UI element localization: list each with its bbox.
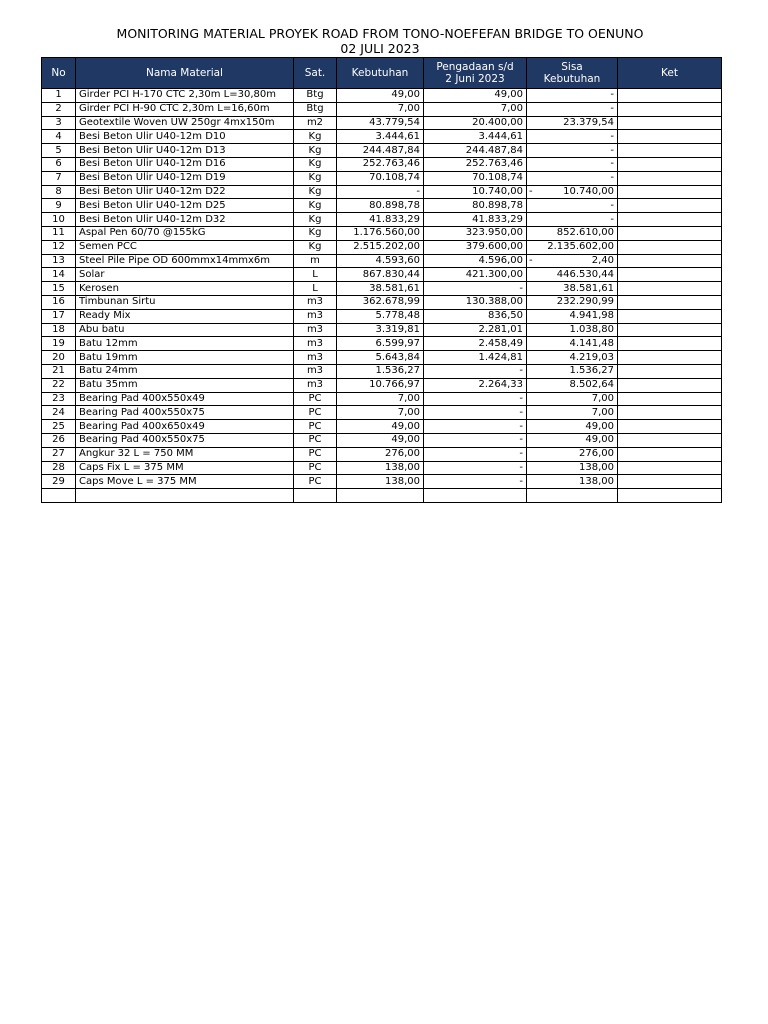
cell-nama-material: Batu 35mm: [76, 378, 294, 392]
cell-pengadaan: -: [424, 282, 527, 296]
cell-no: 14: [42, 268, 76, 282]
cell-sisa-kebutuhan: [527, 420, 618, 434]
cell-sisa-value: 1.038,80: [569, 323, 614, 335]
cell-no: 23: [42, 392, 76, 406]
cell-no: 13: [42, 254, 76, 268]
table-row: [42, 89, 722, 103]
cell-nama-material: Besi Beton Ulir U40-12m D19: [76, 171, 294, 185]
cell-ket: [618, 171, 722, 185]
table-row: [42, 213, 722, 227]
cell-satuan: m3: [294, 295, 337, 309]
cell-nama-material: Besi Beton Ulir U40-12m D13: [76, 144, 294, 158]
cell-pengadaan: -: [424, 475, 527, 489]
cell-pengadaan: -: [424, 461, 527, 475]
table-row: [42, 157, 722, 171]
cell-kebutuhan: 38.581,61: [337, 282, 424, 296]
cell-nama-material: Besi Beton Ulir U40-12m D16: [76, 157, 294, 171]
cell-satuan: L: [294, 282, 337, 296]
cell-no: 12: [42, 240, 76, 254]
cell-pengadaan: -: [424, 433, 527, 447]
cell-sisa-value: 138,00: [579, 461, 614, 473]
cell-sisa-kebutuhan: [527, 392, 618, 406]
cell-sisa-value: 38.581,61: [563, 282, 614, 294]
cell-pengadaan: 130.388,00: [424, 295, 527, 309]
table-row: [42, 406, 722, 420]
cell-nama-material: [76, 489, 294, 503]
cell-satuan: Kg: [294, 171, 337, 185]
cell-nama-material: Caps Move L = 375 MM: [76, 475, 294, 489]
cell-ket: [618, 268, 722, 282]
cell-satuan: m3: [294, 364, 337, 378]
table-row: [42, 309, 722, 323]
cell-no: 17: [42, 309, 76, 323]
cell-satuan: Kg: [294, 185, 337, 199]
cell-ket: [618, 213, 722, 227]
cell-satuan: m: [294, 254, 337, 268]
col-header-ket: Ket: [618, 58, 722, 89]
cell-pengadaan: 10.740,00: [424, 185, 527, 199]
cell-sisa-value: 2,40: [591, 254, 614, 266]
cell-pengadaan: [424, 489, 527, 503]
cell-satuan: Kg: [294, 144, 337, 158]
cell-pengadaan: 323.950,00: [424, 226, 527, 240]
table-row: [42, 295, 722, 309]
cell-sisa-negative-sign: -: [529, 254, 533, 266]
cell-ket: [618, 337, 722, 351]
cell-nama-material: Solar: [76, 268, 294, 282]
cell-nama-material: Timbunan Sirtu: [76, 295, 294, 309]
col-header-no: No: [42, 58, 76, 89]
cell-kebutuhan: 7,00: [337, 392, 424, 406]
table-row: [42, 351, 722, 365]
cell-pengadaan: -: [424, 406, 527, 420]
cell-nama-material: Bearing Pad 400x550x75: [76, 406, 294, 420]
cell-sisa-kebutuhan: [527, 406, 618, 420]
cell-sisa-value: -: [610, 144, 614, 156]
cell-nama-material: Batu 19mm: [76, 351, 294, 365]
cell-sisa-kebutuhan: [527, 116, 618, 130]
cell-no: 26: [42, 433, 76, 447]
cell-nama-material: Batu 12mm: [76, 337, 294, 351]
cell-no: 25: [42, 420, 76, 434]
cell-ket: [618, 282, 722, 296]
cell-sisa-kebutuhan: [527, 475, 618, 489]
cell-sisa-value: -: [610, 199, 614, 211]
header-row: [42, 58, 722, 89]
cell-satuan: Kg: [294, 199, 337, 213]
cell-kebutuhan: 6.599,97: [337, 337, 424, 351]
cell-sisa-value: 1.536,27: [569, 365, 614, 377]
cell-pengadaan: -: [424, 364, 527, 378]
cell-ket: [618, 226, 722, 240]
cell-satuan: m2: [294, 116, 337, 130]
report-date: 02 JULI 2023: [340, 41, 420, 56]
cell-no: 19: [42, 337, 76, 351]
cell-pengadaan: 3.444,61: [424, 130, 527, 144]
cell-kebutuhan: 867.830,44: [337, 268, 424, 282]
cell-kebutuhan: 2.515.202,00: [337, 240, 424, 254]
cell-kebutuhan: 7,00: [337, 406, 424, 420]
table-row: [42, 378, 722, 392]
cell-kebutuhan: 252.763,46: [337, 157, 424, 171]
cell-ket: [618, 378, 722, 392]
col-header-pengadaan: [424, 58, 527, 89]
col-header-pengadaan-line2: 2 Juni 2023: [445, 73, 505, 85]
cell-sisa-kebutuhan: [527, 378, 618, 392]
cell-nama-material: Ready Mix: [76, 309, 294, 323]
cell-sisa-value: 4.141,48: [569, 337, 614, 349]
cell-pengadaan: 2.458,49: [424, 337, 527, 351]
col-header-kebutuhan: Kebutuhan: [337, 58, 424, 89]
table-row: [42, 489, 722, 503]
cell-kebutuhan: 10.766,97: [337, 378, 424, 392]
cell-kebutuhan: 41.833,29: [337, 213, 424, 227]
cell-pengadaan: 70.108,74: [424, 171, 527, 185]
cell-satuan: PC: [294, 461, 337, 475]
cell-nama-material: Bearing Pad 400x550x49: [76, 392, 294, 406]
table-row: [42, 171, 722, 185]
cell-sisa-value: 4.941,98: [569, 310, 614, 322]
table-row: [42, 199, 722, 213]
cell-no: 1: [42, 89, 76, 103]
cell-sisa-kebutuhan: [527, 309, 618, 323]
cell-kebutuhan: 1.176.560,00: [337, 226, 424, 240]
cell-satuan: m3: [294, 323, 337, 337]
table-row: [42, 337, 722, 351]
cell-no: 20: [42, 351, 76, 365]
cell-ket: [618, 475, 722, 489]
cell-sisa-kebutuhan: [527, 323, 618, 337]
cell-pengadaan: 379.600,00: [424, 240, 527, 254]
cell-pengadaan: 41.833,29: [424, 213, 527, 227]
cell-sisa-value: 4.219,03: [569, 351, 614, 363]
cell-kebutuhan: 362.678,99: [337, 295, 424, 309]
cell-satuan: Btg: [294, 89, 337, 103]
cell-no: 8: [42, 185, 76, 199]
cell-sisa-kebutuhan: [527, 282, 618, 296]
cell-ket: [618, 144, 722, 158]
cell-sisa-kebutuhan: [527, 489, 618, 503]
table-row: [42, 268, 722, 282]
cell-no: 27: [42, 447, 76, 461]
cell-no: 9: [42, 199, 76, 213]
cell-satuan: PC: [294, 406, 337, 420]
cell-satuan: PC: [294, 392, 337, 406]
cell-ket: [618, 489, 722, 503]
cell-satuan: Kg: [294, 226, 337, 240]
cell-nama-material: Angkur 32 L = 750 MM: [76, 447, 294, 461]
cell-kebutuhan: 138,00: [337, 475, 424, 489]
cell-nama-material: Girder PCI H-170 CTC 2,30m L=30,80m: [76, 89, 294, 103]
cell-sisa-kebutuhan: [527, 447, 618, 461]
cell-sisa-value: 8.502,64: [569, 379, 614, 391]
cell-nama-material: Besi Beton Ulir U40-12m D10: [76, 130, 294, 144]
cell-sisa-value: -: [610, 103, 614, 115]
table-row: [42, 433, 722, 447]
cell-sisa-value: -: [610, 130, 614, 142]
col-header-satuan: Sat.: [294, 58, 337, 89]
cell-sisa-value: -: [610, 172, 614, 184]
report-title: MONITORING MATERIAL PROYEK ROAD FROM TONO-NOEFEFAN BRIDGE TO OENUNO: [116, 26, 644, 41]
cell-no: 18: [42, 323, 76, 337]
cell-satuan: Kg: [294, 213, 337, 227]
cell-nama-material: Girder PCI H-90 CTC 2,30m L=16,60m: [76, 102, 294, 116]
cell-kebutuhan: 1.536,27: [337, 364, 424, 378]
cell-sisa-kebutuhan: [527, 213, 618, 227]
table-row: [42, 475, 722, 489]
cell-no: [42, 489, 76, 503]
cell-sisa-kebutuhan: [527, 254, 618, 268]
cell-kebutuhan: 49,00: [337, 420, 424, 434]
cell-ket: [618, 199, 722, 213]
cell-kebutuhan: 244.487,84: [337, 144, 424, 158]
col-header-sisa: [527, 58, 618, 89]
cell-kebutuhan: 7,00: [337, 102, 424, 116]
cell-kebutuhan: [337, 489, 424, 503]
cell-nama-material: Batu 24mm: [76, 364, 294, 378]
cell-sisa-kebutuhan: [527, 144, 618, 158]
cell-pengadaan: 252.763,46: [424, 157, 527, 171]
cell-sisa-kebutuhan: [527, 199, 618, 213]
cell-no: 4: [42, 130, 76, 144]
cell-no: 22: [42, 378, 76, 392]
cell-satuan: PC: [294, 475, 337, 489]
cell-kebutuhan: 3.444,61: [337, 130, 424, 144]
table-row: [42, 185, 722, 199]
cell-pengadaan: 49,00: [424, 89, 527, 103]
cell-ket: [618, 116, 722, 130]
cell-no: 15: [42, 282, 76, 296]
table-row: [42, 461, 722, 475]
cell-sisa-kebutuhan: [527, 268, 618, 282]
cell-ket: [618, 157, 722, 171]
cell-ket: [618, 89, 722, 103]
cell-sisa-kebutuhan: [527, 295, 618, 309]
cell-no: 5: [42, 144, 76, 158]
cell-sisa-value: 446.530,44: [556, 268, 614, 280]
cell-no: 29: [42, 475, 76, 489]
cell-ket: [618, 240, 722, 254]
table-row: [42, 254, 722, 268]
cell-sisa-value: -: [610, 213, 614, 225]
cell-pengadaan: -: [424, 392, 527, 406]
cell-sisa-value: 232.290,99: [556, 296, 614, 308]
cell-ket: [618, 295, 722, 309]
cell-no: 3: [42, 116, 76, 130]
cell-kebutuhan: 70.108,74: [337, 171, 424, 185]
cell-sisa-value: -: [610, 158, 614, 170]
cell-no: 6: [42, 157, 76, 171]
cell-no: 11: [42, 226, 76, 240]
cell-sisa-value: 7,00: [591, 406, 614, 418]
cell-ket: [618, 420, 722, 434]
cell-sisa-kebutuhan: [527, 240, 618, 254]
col-header-pengadaan-line1: Pengadaan s/d: [436, 61, 514, 73]
cell-pengadaan: 7,00: [424, 102, 527, 116]
cell-kebutuhan: 138,00: [337, 461, 424, 475]
cell-sisa-value: -: [610, 89, 614, 101]
cell-pengadaan: -: [424, 420, 527, 434]
cell-nama-material: Semen PCC: [76, 240, 294, 254]
cell-kebutuhan: 4.593,60: [337, 254, 424, 268]
cell-sisa-value: 7,00: [591, 392, 614, 404]
cell-sisa-value: 2.135.602,00: [547, 241, 614, 253]
cell-no: 24: [42, 406, 76, 420]
cell-satuan: m3: [294, 337, 337, 351]
cell-pengadaan: 2.281,01: [424, 323, 527, 337]
cell-kebutuhan: 80.898,78: [337, 199, 424, 213]
cell-satuan: Btg: [294, 102, 337, 116]
cell-kebutuhan: 49,00: [337, 433, 424, 447]
table-row: [42, 102, 722, 116]
cell-sisa-value: 10.740,00: [563, 185, 614, 197]
table-row: [42, 116, 722, 130]
cell-sisa-kebutuhan: [527, 171, 618, 185]
cell-satuan: Kg: [294, 130, 337, 144]
table-row: [42, 130, 722, 144]
cell-sisa-kebutuhan: [527, 226, 618, 240]
cell-pengadaan: 80.898,78: [424, 199, 527, 213]
cell-nama-material: Besi Beton Ulir U40-12m D32: [76, 213, 294, 227]
cell-no: 16: [42, 295, 76, 309]
cell-sisa-negative-sign: -: [529, 185, 533, 197]
cell-sisa-kebutuhan: [527, 351, 618, 365]
cell-ket: [618, 433, 722, 447]
cell-sisa-kebutuhan: [527, 130, 618, 144]
cell-satuan: Kg: [294, 157, 337, 171]
col-header-sisa-line2: Kebutuhan: [543, 73, 601, 85]
cell-sisa-kebutuhan: [527, 102, 618, 116]
cell-satuan: L: [294, 268, 337, 282]
cell-satuan: PC: [294, 433, 337, 447]
cell-kebutuhan: 5.778,48: [337, 309, 424, 323]
cell-ket: [618, 130, 722, 144]
cell-ket: [618, 351, 722, 365]
cell-no: 2: [42, 102, 76, 116]
table-row: [42, 323, 722, 337]
table-row: [42, 282, 722, 296]
cell-sisa-value: 23.379,54: [563, 116, 614, 128]
cell-pengadaan: 2.264,33: [424, 378, 527, 392]
cell-sisa-value: 49,00: [585, 434, 614, 446]
cell-sisa-kebutuhan: [527, 461, 618, 475]
cell-no: 28: [42, 461, 76, 475]
cell-satuan: m3: [294, 309, 337, 323]
table-row: [42, 364, 722, 378]
cell-ket: [618, 102, 722, 116]
table-row: [42, 226, 722, 240]
cell-nama-material: Abu batu: [76, 323, 294, 337]
cell-ket: [618, 461, 722, 475]
cell-kebutuhan: 49,00: [337, 89, 424, 103]
col-header-sisa-line1: Sisa: [561, 61, 583, 73]
cell-nama-material: Steel Pile Pipe OD 600mmx14mmx6m: [76, 254, 294, 268]
cell-ket: [618, 406, 722, 420]
cell-nama-material: Aspal Pen 60/70 @155kG: [76, 226, 294, 240]
cell-nama-material: Bearing Pad 400x650x49: [76, 420, 294, 434]
cell-pengadaan: 421.300,00: [424, 268, 527, 282]
cell-no: 7: [42, 171, 76, 185]
table-row: [42, 392, 722, 406]
cell-pengadaan: -: [424, 447, 527, 461]
cell-nama-material: Geotextile Woven UW 250gr 4mx150m: [76, 116, 294, 130]
table-body: [42, 89, 722, 503]
cell-sisa-kebutuhan: [527, 185, 618, 199]
cell-sisa-value: 138,00: [579, 475, 614, 487]
cell-satuan: PC: [294, 420, 337, 434]
table-row: [42, 144, 722, 158]
cell-kebutuhan: -: [337, 185, 424, 199]
cell-kebutuhan: 5.643,84: [337, 351, 424, 365]
cell-kebutuhan: 276,00: [337, 447, 424, 461]
material-table: [41, 57, 722, 503]
cell-no: 21: [42, 364, 76, 378]
cell-ket: [618, 323, 722, 337]
cell-ket: [618, 447, 722, 461]
cell-sisa-kebutuhan: [527, 89, 618, 103]
cell-sisa-value: 49,00: [585, 420, 614, 432]
cell-kebutuhan: 43.779,54: [337, 116, 424, 130]
cell-ket: [618, 185, 722, 199]
col-header-nama-material: Nama Material: [76, 58, 294, 89]
cell-satuan: m3: [294, 351, 337, 365]
cell-nama-material: Bearing Pad 400x550x75: [76, 433, 294, 447]
table-row: [42, 420, 722, 434]
table-row: [42, 240, 722, 254]
cell-ket: [618, 364, 722, 378]
cell-sisa-kebutuhan: [527, 364, 618, 378]
cell-ket: [618, 392, 722, 406]
cell-pengadaan: 20.400,00: [424, 116, 527, 130]
cell-ket: [618, 254, 722, 268]
cell-sisa-value: 852.610,00: [556, 227, 614, 239]
cell-nama-material: Kerosen: [76, 282, 294, 296]
cell-ket: [618, 309, 722, 323]
cell-sisa-kebutuhan: [527, 433, 618, 447]
cell-satuan: Kg: [294, 240, 337, 254]
cell-nama-material: Besi Beton Ulir U40-12m D25: [76, 199, 294, 213]
cell-sisa-kebutuhan: [527, 157, 618, 171]
cell-satuan: [294, 489, 337, 503]
cell-no: 10: [42, 213, 76, 227]
cell-satuan: PC: [294, 447, 337, 461]
cell-sisa-value: 276,00: [579, 448, 614, 460]
cell-kebutuhan: 3.319,81: [337, 323, 424, 337]
cell-nama-material: Besi Beton Ulir U40-12m D22: [76, 185, 294, 199]
cell-pengadaan: 4.596,00: [424, 254, 527, 268]
table-row: [42, 447, 722, 461]
cell-pengadaan: 836,50: [424, 309, 527, 323]
cell-nama-material: Caps Fix L = 375 MM: [76, 461, 294, 475]
cell-pengadaan: 1.424,81: [424, 351, 527, 365]
cell-pengadaan: 244.487,84: [424, 144, 527, 158]
cell-sisa-kebutuhan: [527, 337, 618, 351]
cell-satuan: m3: [294, 378, 337, 392]
